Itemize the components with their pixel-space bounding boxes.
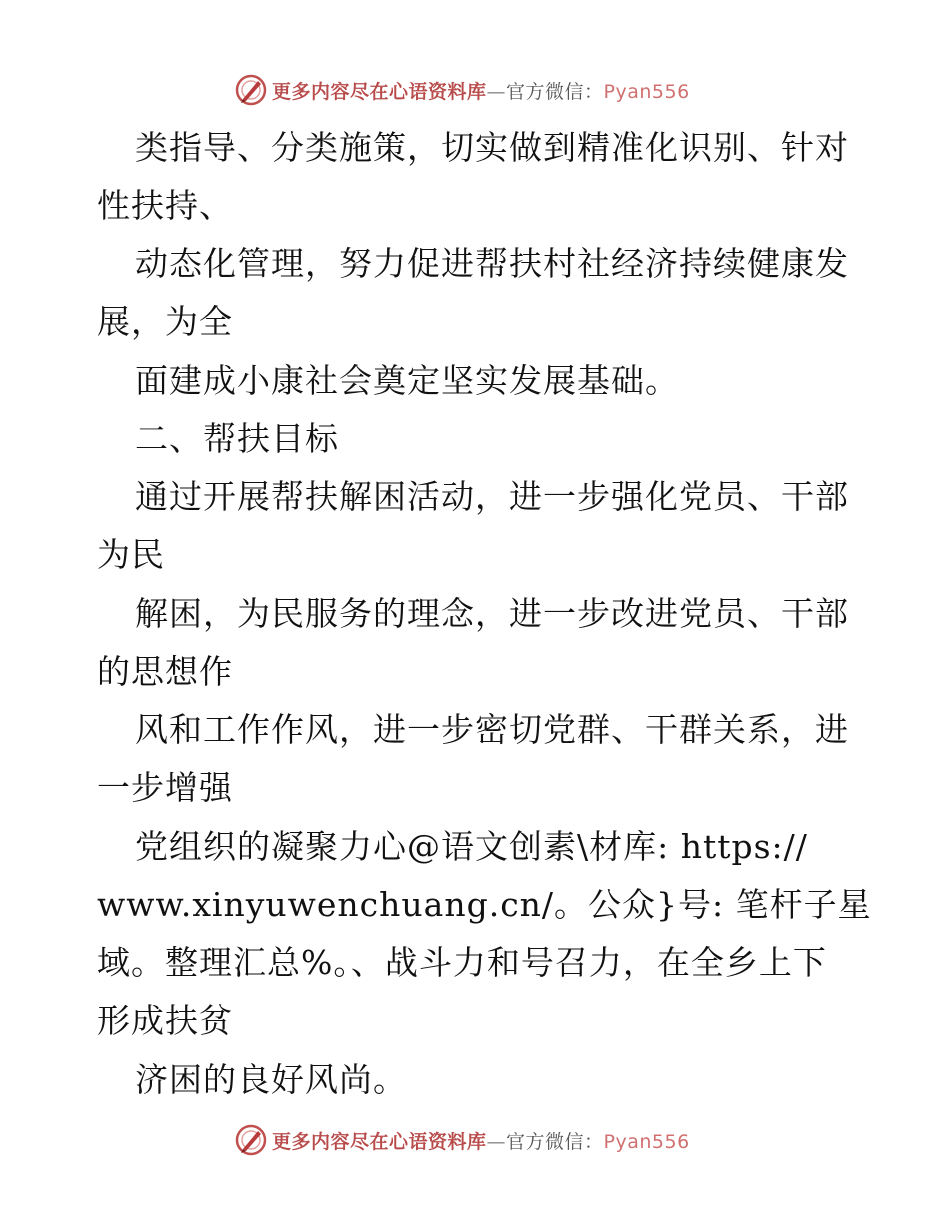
watermark-wechat-label: 官方微信： — [506, 1130, 604, 1153]
watermark-wechat-id: Pyan556 — [603, 1130, 690, 1153]
body-line: 为民 — [97, 535, 165, 574]
body-line: 济困的良好风尚。 — [135, 1060, 407, 1099]
body-line: 性扶持、 — [97, 186, 233, 225]
pen-nib-logo-icon — [234, 1123, 268, 1157]
body-line: 解困，为民服务的理念，进一步改进党员、干部 — [135, 594, 849, 633]
watermark-wechat-id: Pyan556 — [603, 80, 690, 103]
footer-watermark — [234, 1122, 690, 1158]
body-line: 风和工作作风，进一步密切党群、干群关系，进 — [135, 710, 849, 749]
body-line: 通过开展帮扶解困活动，进一步强化党员、干部 — [135, 477, 849, 516]
body-line: 一步增强 — [97, 768, 233, 807]
section-heading: 二、帮扶目标 — [135, 419, 339, 458]
watermark-separator: — — [486, 80, 507, 103]
watermark-brand: 更多内容尽在心语资料库 — [272, 80, 487, 103]
pen-nib-logo-icon — [234, 73, 268, 107]
body-line: www.xinyuwenchuang.cn/。公众}号: 笔杆子星 — [97, 885, 872, 924]
watermark-wechat-label: 官方微信： — [506, 80, 604, 103]
watermark-brand: 更多内容尽在心语资料库 — [272, 1130, 487, 1153]
body-line: 党组织的凝聚力心@语文创素\材库: https:// — [135, 827, 808, 866]
body-line: 展，为全 — [97, 302, 233, 341]
watermark-separator: — — [486, 1130, 507, 1153]
body-line: 类指导、分类施策，切实做到精准化识别、针对 — [135, 128, 849, 167]
body-line: 面建成小康社会奠定坚实发展基础。 — [135, 361, 679, 400]
body-line: 的思想作 — [97, 652, 233, 691]
body-line: 形成扶贫 — [97, 1001, 233, 1040]
header-watermark — [234, 72, 690, 108]
body-line: 动态化管理，努力促进帮扶村社经济持续健康发 — [135, 244, 849, 283]
body-line: 域。整理汇总%。、战斗力和号召力，在全乡上下 — [97, 943, 827, 982]
